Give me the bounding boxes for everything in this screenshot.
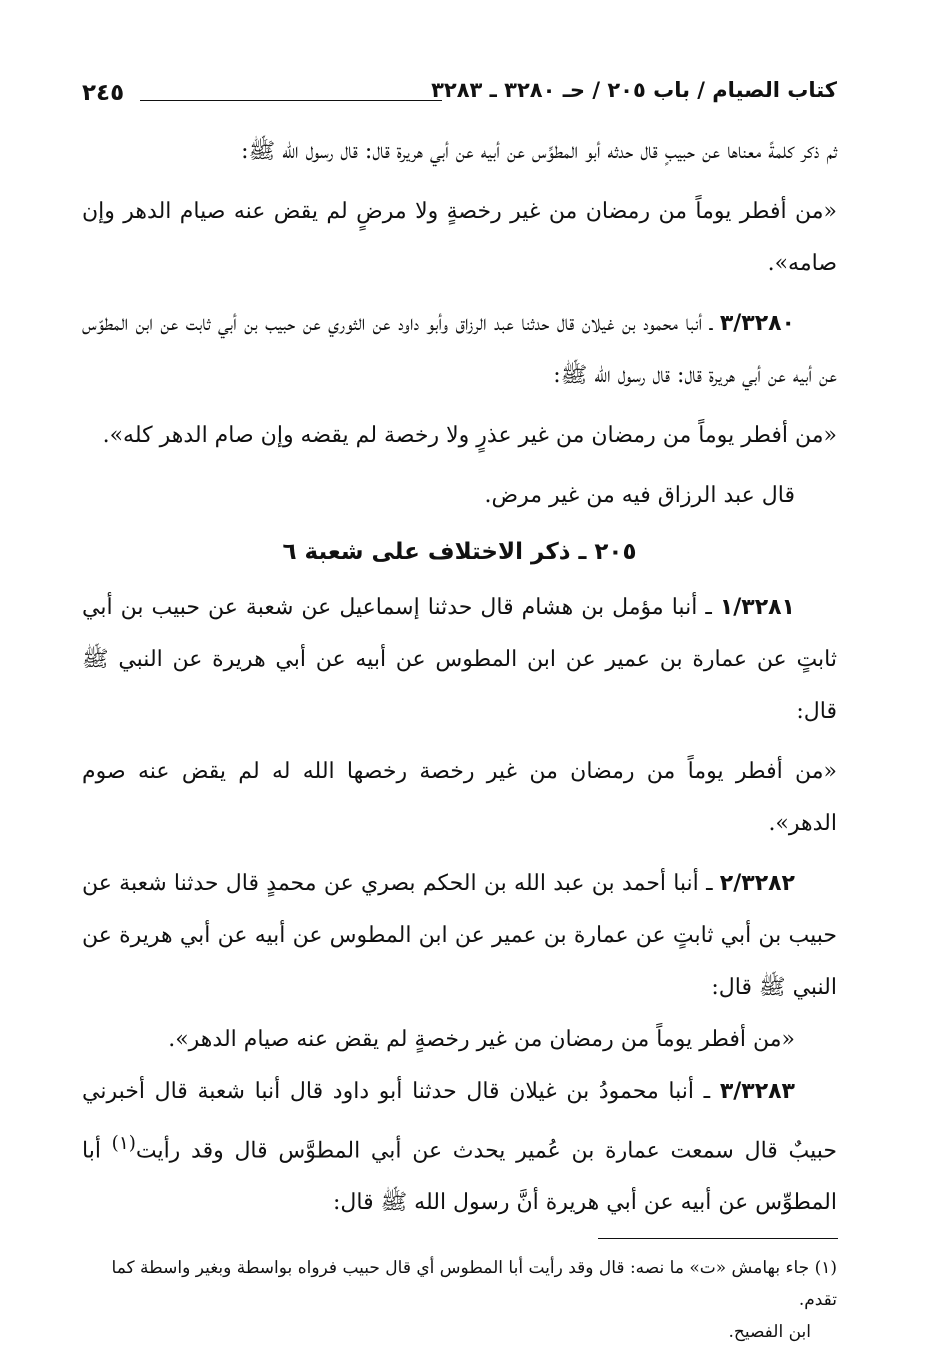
page-body [82, 126, 837, 1229]
hadith-number: ٣/٣٢٨٣ [719, 1079, 795, 1104]
isnad-text: ـ أنبا محمود بن غيلان قال حدثنا عبد الرزاق وأبو داود عن الثوري عن حبيب بن أبي ثابت عن ابن المطوّس عن أبيه عن أبي هريرة قال: قال رسول الله ﷺ: [82, 311, 837, 388]
hadith-3281 [82, 582, 837, 738]
intro-paragraph: ثم ذكر كلمةً معناها عن حبيبٍ قال حدثه أبو المطوِّس عن أبيه عن أبي هريرة قال: قال رسول الله ﷺ: [241, 139, 837, 164]
running-title: كتاب الصيام / باب ٢٠٥ / حـ ٣٢٨٠ ـ ٣٢٨٣ [431, 78, 837, 102]
footnote-continuation: ابن الفصيح. [728, 1322, 811, 1342]
hadith-quote: «من أفطر يوماً من رمضان من غير عذرٍ ولا رخصة لم يقضه وإن صام الدهر كله». [102, 423, 837, 448]
hadith-quote: «من أفطر يوماً من رمضان من غير رخصة رخصها الله له لم يقض عنه صوم الدهر». [82, 759, 837, 836]
section-heading: ٢٠٥ ـ ذكر الاختلاف على شعبة ٦ [282, 539, 637, 565]
hadith-3282 [82, 858, 837, 1014]
footnotes [82, 1252, 837, 1348]
commentary: قال عبد الرزاق فيه من غير مرض. [484, 483, 795, 508]
footnote-marker: (١) [814, 1258, 837, 1278]
hadith-3280 [82, 298, 837, 402]
isnad-text: ـ أنبا مؤمل بن هشام قال حدثنا إسماعيل عن شعبة عن حبيب بن أبي ثابتٍ عن عمارة بن عمير عن ابن المطوس عن أبيه عن أبي هريرة عن النبي ﷺ قال: [82, 595, 837, 724]
isnad-text-tail: أبا المطوِّس عن أبيه عن أبي هريرة أنَّ رسول الله ﷺ قال: [82, 1138, 837, 1216]
footnote-ref: (١) [111, 1133, 136, 1154]
hadith-number: ٢/٣٢٨٢ [719, 871, 795, 896]
isnad-text: ـ أنبا محمودُ بن غيلان قال حدثنا أبو داود قال أنبا شعبة قال أخبرني حبيبٌ قال سمعت عمارة بن عُمير يحدث عن أبي المطوَّس قال وقد رأيت [82, 1079, 837, 1164]
footnote-text: جاء بهامش «ت» ما نصه: قال وقد رأيت أبا المطوس أي قال حبيب فرواه بواسطة وبغير واسطة كما تقدم. [111, 1258, 837, 1310]
isnad-text: ـ أنبا أحمد بن عبد الله بن الحكم بصري عن محمدٍ قال حدثنا شعبة عن حبيب بن أبي ثابتٍ عن عمارة بن عمير عن ابن المطوس عن أبيه عن أبي هريرة عن النبي ﷺ قال: [82, 871, 837, 1000]
page-number: ٢٤٥ [82, 80, 125, 106]
header-rule [140, 100, 442, 101]
hadith-number: ١/٣٢٨١ [719, 595, 795, 620]
footnote-1 [82, 1252, 837, 1316]
hadith-3283 [82, 1066, 837, 1229]
page-header [82, 72, 837, 112]
footnote-rule [598, 1238, 838, 1239]
hadith-quote: «من أفطر يوماً من رمضان من غير رخصةٍ لم يقض عنه صيام الدهر». [168, 1027, 795, 1052]
hadith-number: ٣/٣٢٨٠ [719, 311, 795, 336]
hadith-quote: «من أفطر يوماً من رمضان من غير رخصةٍ ولا مرضٍ لم يقض عنه صيام الدهر وإن صامه». [82, 199, 837, 276]
